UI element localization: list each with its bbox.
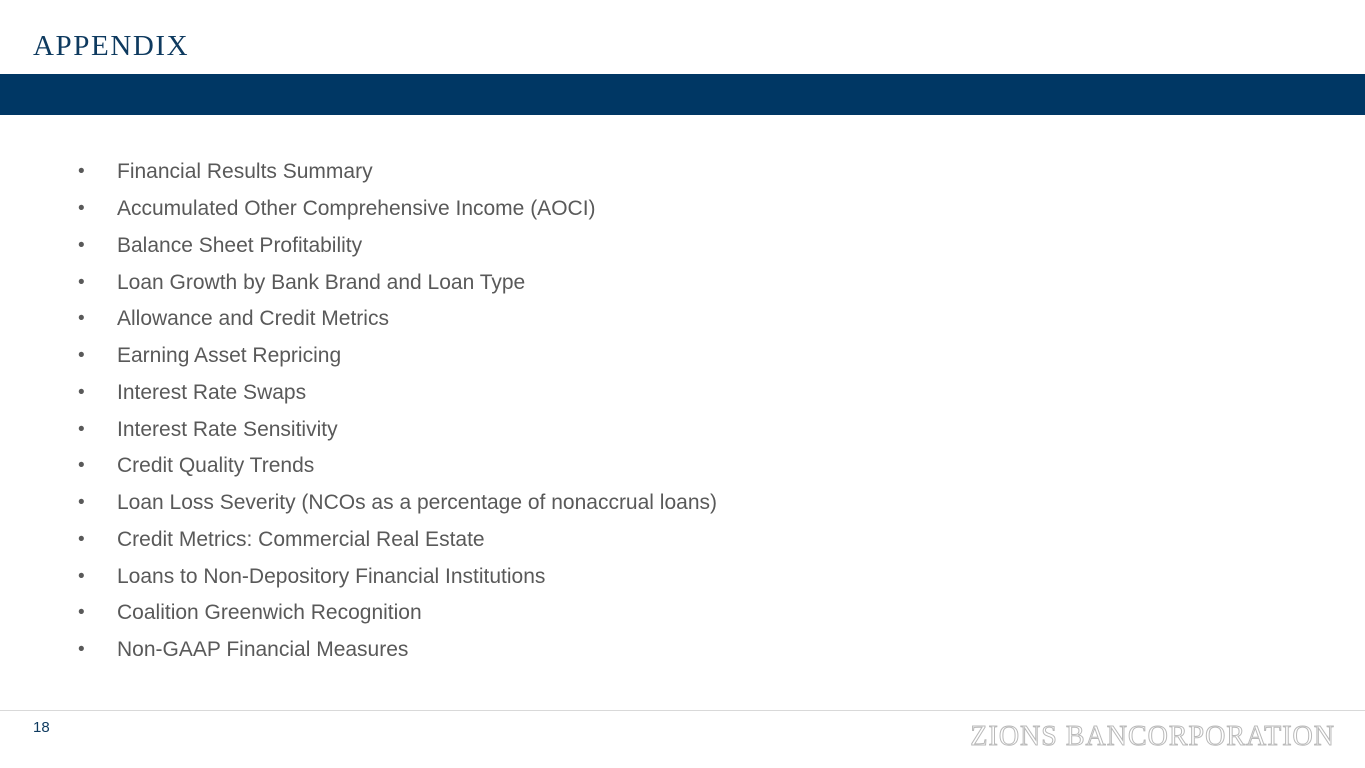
bullet-icon: • <box>78 528 85 550</box>
company-logo: ZIONS BANCORPORATION <box>970 721 1335 752</box>
list-item-label: Allowance and Credit Metrics <box>117 307 389 331</box>
list-item <box>78 154 717 191</box>
page-number: 18 <box>33 719 50 736</box>
list-item-label: Balance Sheet Profitability <box>117 233 363 257</box>
bullet-icon: • <box>78 492 85 514</box>
list-item-label: Accumulated Other Comprehensive Income (AOCI) <box>117 197 596 221</box>
bullet-icon: • <box>78 418 85 440</box>
list-item <box>78 595 717 632</box>
list-item <box>78 338 717 375</box>
title-band <box>0 74 1365 115</box>
list-item-label: Interest Rate Sensitivity <box>117 417 338 441</box>
appendix-agenda-list <box>78 154 717 669</box>
slide-title: APPENDIX <box>33 30 190 62</box>
list-item <box>78 485 717 522</box>
list-item <box>78 264 717 301</box>
list-item-label: Loan Loss Severity (NCOs as a percentage of nonaccrual loans) <box>117 491 717 515</box>
list-item-label: Non-GAAP Financial Measures <box>117 638 409 662</box>
bullet-icon: • <box>78 234 85 256</box>
list-item <box>78 228 717 265</box>
list-item <box>78 448 717 485</box>
list-item <box>78 558 717 595</box>
list-item <box>78 411 717 448</box>
bullet-icon: • <box>78 565 85 587</box>
list-item-label: Financial Results Summary <box>117 160 373 184</box>
list-item-label: Loans to Non-Depository Financial Institutions <box>117 564 546 588</box>
bullet-icon: • <box>78 381 85 403</box>
list-item-label: Interest Rate Swaps <box>117 380 307 404</box>
list-item-label: Earning Asset Repricing <box>117 344 342 368</box>
bullet-icon: • <box>78 161 85 183</box>
bullet-icon: • <box>78 271 85 293</box>
list-item <box>78 375 717 412</box>
list-item-label: Loan Growth by Bank Brand and Loan Type <box>117 270 526 294</box>
bullet-icon: • <box>78 639 85 661</box>
list-item <box>78 522 717 559</box>
list-item <box>78 191 717 228</box>
bullet-icon: • <box>78 345 85 367</box>
list-item <box>78 301 717 338</box>
bullet-icon: • <box>78 308 85 330</box>
bullet-icon: • <box>78 198 85 220</box>
list-item-label: Coalition Greenwich Recognition <box>117 601 422 625</box>
list-item-label: Credit Metrics: Commercial Real Estate <box>117 527 485 551</box>
list-item-label: Credit Quality Trends <box>117 454 315 478</box>
list-item <box>78 632 717 669</box>
footer-divider <box>0 710 1365 711</box>
bullet-icon: • <box>78 455 85 477</box>
bullet-icon: • <box>78 602 85 624</box>
